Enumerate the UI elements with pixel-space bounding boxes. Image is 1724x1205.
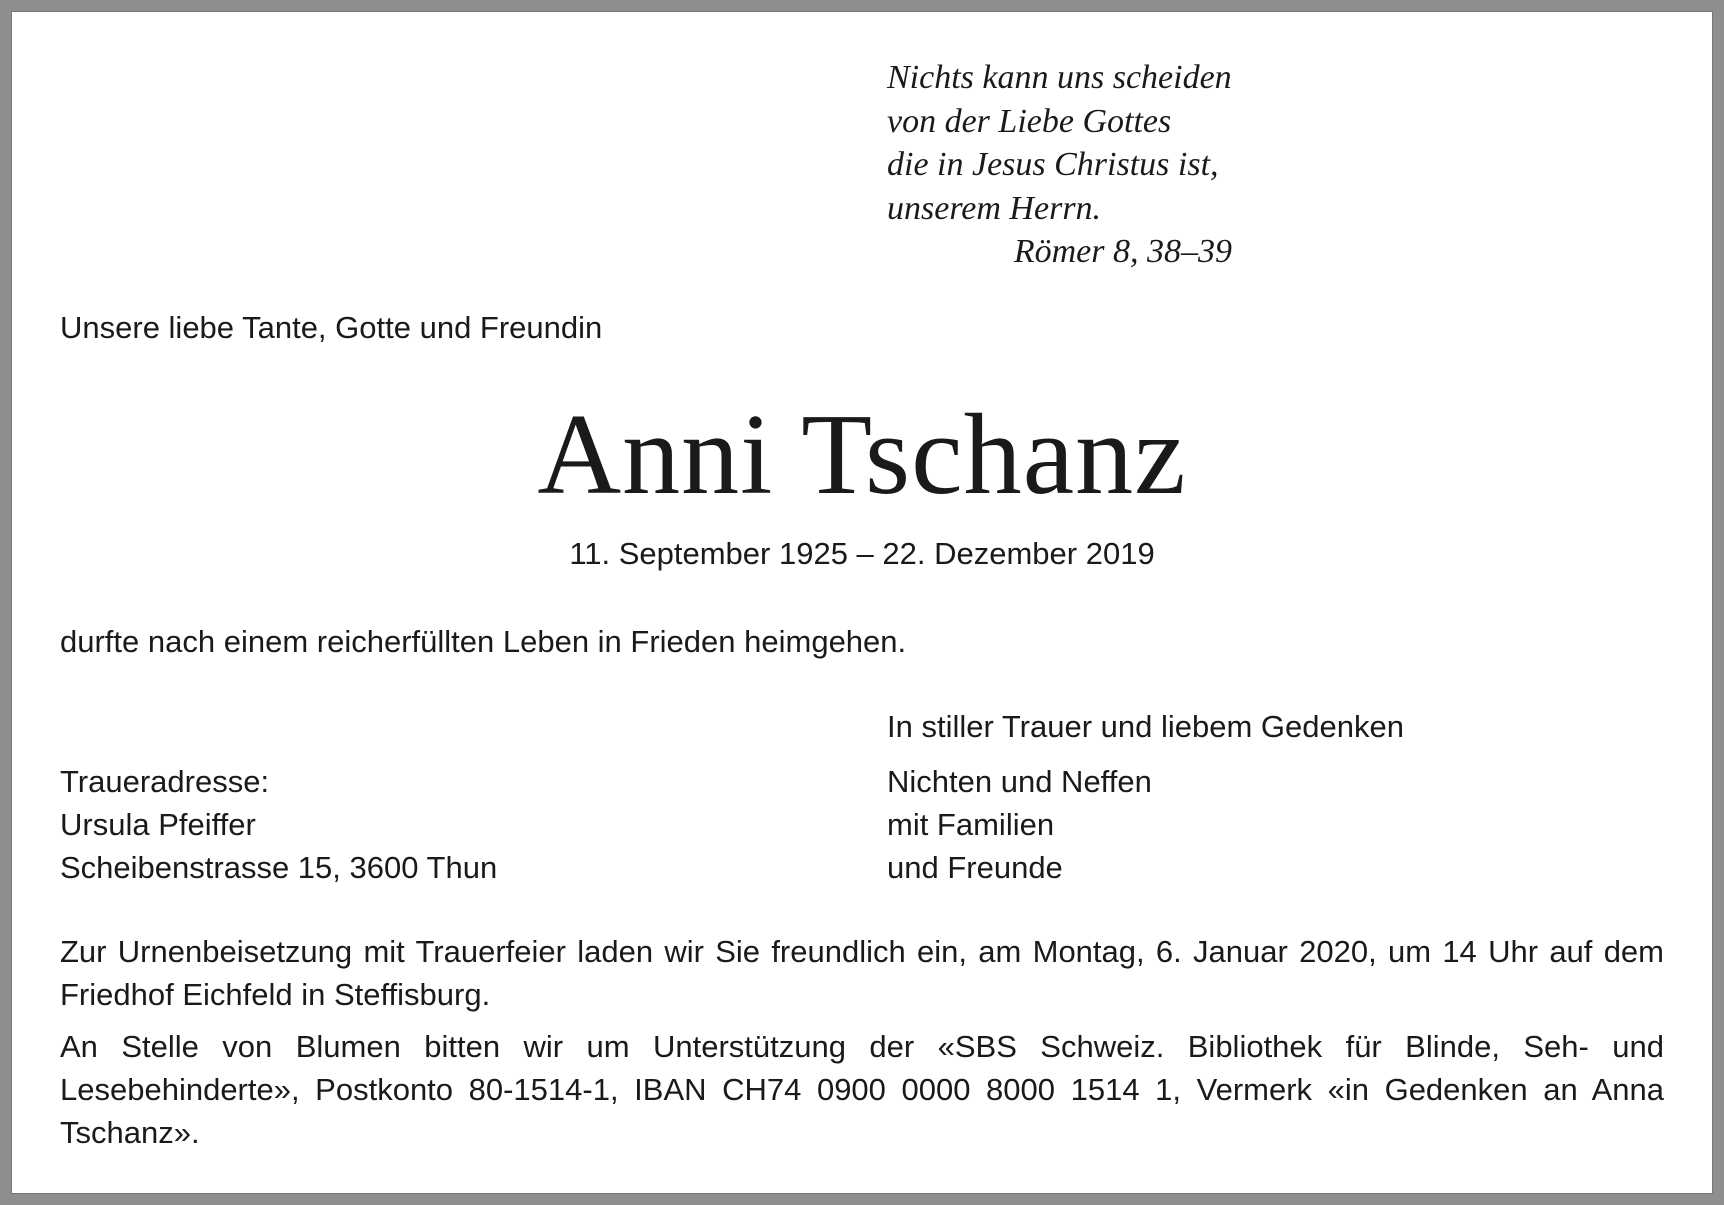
donation-paragraph: An Stelle von Blumen bitten wir um Unterstützung der «SBS Schweiz. Bibliothek für Blinde, Seh- und Lesebehinderte», Postkonto 80-1514-1, IBAN CH74 0900 0000 8000 1514 1, Vermerk «in Gedenken an Anna Tschanz». xyxy=(60,1029,1664,1150)
mourners-list xyxy=(887,760,1152,889)
mourners-line: Nichten und Neffen xyxy=(887,764,1152,799)
verse-line: die in Jesus Christus ist, xyxy=(887,146,1219,183)
intro-line: Unsere liebe Tante, Gotte und Freundin xyxy=(60,310,603,345)
deceased-name: Anni Tschanz xyxy=(537,391,1187,519)
mourners-line: und Freunde xyxy=(887,850,1063,885)
mourners-line: mit Familien xyxy=(887,807,1055,842)
mourning-line: In stiller Trauer und liebem Gedenken xyxy=(887,709,1404,744)
bible-verse xyxy=(887,56,1287,274)
address-street: Scheibenstrasse 15, 3600 Thun xyxy=(60,850,498,885)
notice-page xyxy=(12,12,1712,1193)
verse-reference: Römer 8, 38–39 xyxy=(1013,233,1232,270)
passing-statement: durfte nach einem reicherfüllten Leben in Frieden heimgehen. xyxy=(60,624,907,659)
obituary-notice xyxy=(12,12,1712,1193)
verse-line: von der Liebe Gottes xyxy=(887,102,1172,140)
verse-line: Nichts kann uns scheiden xyxy=(887,59,1232,96)
ceremony-paragraph: Zur Urnenbeisetzung mit Trauerfeier laden wir Sie freundlich ein, am Montag, 6. Januar 2020, um 14 Uhr auf dem Friedhof Eichfeld in Steffisburg. xyxy=(60,934,1664,1012)
address-label: Traueradresse: xyxy=(60,764,270,799)
mourning-address xyxy=(60,760,497,889)
address-name: Ursula Pfeiffer xyxy=(60,807,256,842)
verse-line: unserem Herrn. xyxy=(887,189,1102,227)
life-dates: 11. September 1925 – 22. Dezember 2019 xyxy=(569,536,1155,571)
